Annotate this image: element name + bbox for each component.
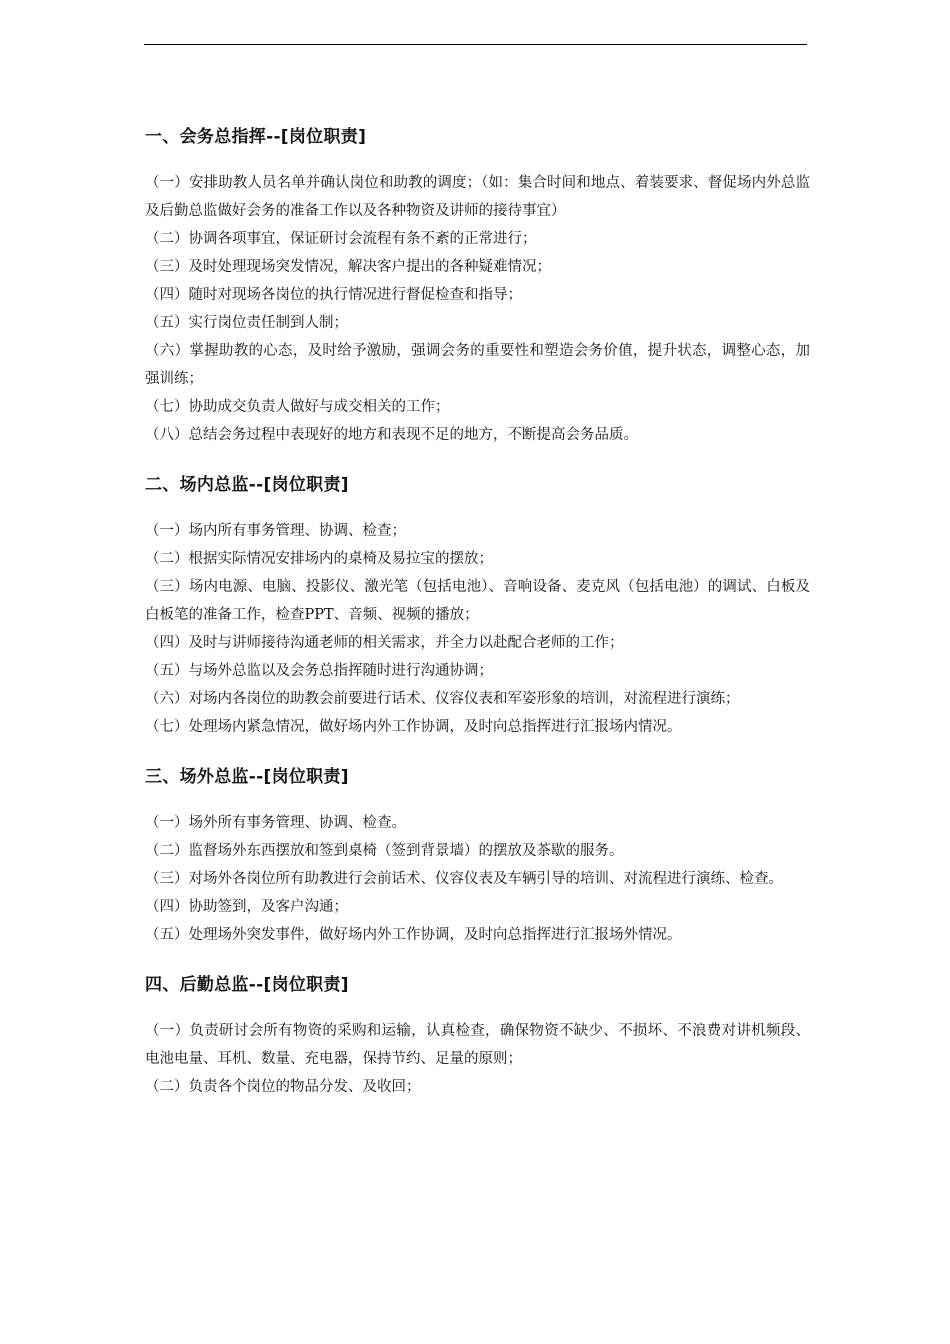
section-heading: 三、场外总监--[岗位职责] xyxy=(145,767,349,787)
list-item: （五）实行岗位责任制到人制； xyxy=(145,315,348,331)
list-item: （二）监督场外东西摆放和签到桌椅（签到背景墙）的摆放及茶歇的服务。 xyxy=(145,843,624,859)
list-item: （四）随时对现场各岗位的执行情况进行督促检查和指导； xyxy=(145,287,522,303)
list-item: （三）及时处理现场突发情况，解决客户提出的各种疑难情况； xyxy=(145,259,551,275)
section-heading: 二、场内总监--[岗位职责] xyxy=(145,475,349,495)
section-indoor-director xyxy=(145,469,810,741)
list-item: （八）总结会务过程中表现好的地方和表现不足的地方，不断提高会务品质。 xyxy=(145,427,638,443)
section-commander xyxy=(145,121,810,449)
list-item: （一）负责研讨会所有物资的采购和运输，认真检查，确保物资不缺少、不损坏、不浪费对讲机频段、电池电量、耳机、数量、充电器，保持节约、足量的原则； xyxy=(145,1023,810,1067)
list-item: （二）根据实际情况安排场内的桌椅及易拉宝的摆放； xyxy=(145,551,493,567)
list-item: （七）处理场内紧急情况，做好场内外工作协调，及时向总指挥进行汇报场内情况。 xyxy=(145,719,682,735)
section-heading: 一、会务总指挥--[岗位职责] xyxy=(145,127,367,147)
section-heading: 四、后勤总监--[岗位职责] xyxy=(145,975,349,995)
section-logistics-director xyxy=(145,969,810,1101)
list-item: （五）处理场外突发事件，做好场内外工作协调，及时向总指挥进行汇报场外情况。 xyxy=(145,927,682,943)
list-item: （七）协助成交负责人做好与成交相关的工作； xyxy=(145,399,450,415)
list-item: （三）对场外各岗位所有助教进行会前话术、仪容仪表及车辆引导的培训、对流程进行演练、检查。 xyxy=(145,871,783,887)
list-item: （二）负责各个岗位的物品分发、及收回； xyxy=(145,1079,421,1095)
section-outdoor-director xyxy=(145,761,810,949)
document-body xyxy=(145,121,810,1121)
list-item: （一）场内所有事务管理、协调、检查； xyxy=(145,523,406,539)
list-item: （二）协调各项事宜，保证研讨会流程有条不紊的正常进行； xyxy=(145,231,537,247)
list-item: （三）场内电源、电脑、投影仪、激光笔（包括电池）、音响设备、麦克风（包括电池）的调试、白板及白板笔的准备工作，检查PPT、音频、视频的播放； xyxy=(145,579,810,623)
list-item: （四）协助签到，及客户沟通； xyxy=(145,899,348,915)
list-item: （一）安排助教人员名单并确认岗位和助教的调度；（如：集合时间和地点、着装要求、督促场内外总监及后勤总监做好会务的准备工作以及各种物资及讲师的接待事宜） xyxy=(145,175,810,219)
list-item: （六）对场内各岗位的助教会前要进行话术、仪容仪表和军姿形象的培训，对流程进行演练； xyxy=(145,691,740,707)
list-item: （六）掌握助教的心态，及时给予激励，强调会务的重要性和塑造会务价值，提升状态，调整心态，加强训练； xyxy=(145,343,810,387)
list-item: （四）及时与讲师接待沟通老师的相关需求，并全力以赴配合老师的工作； xyxy=(145,635,624,651)
header-rule xyxy=(144,44,807,45)
list-item: （一）场外所有事务管理、协调、检查。 xyxy=(145,815,406,831)
list-item: （五）与场外总监以及会务总指挥随时进行沟通协调； xyxy=(145,663,493,679)
